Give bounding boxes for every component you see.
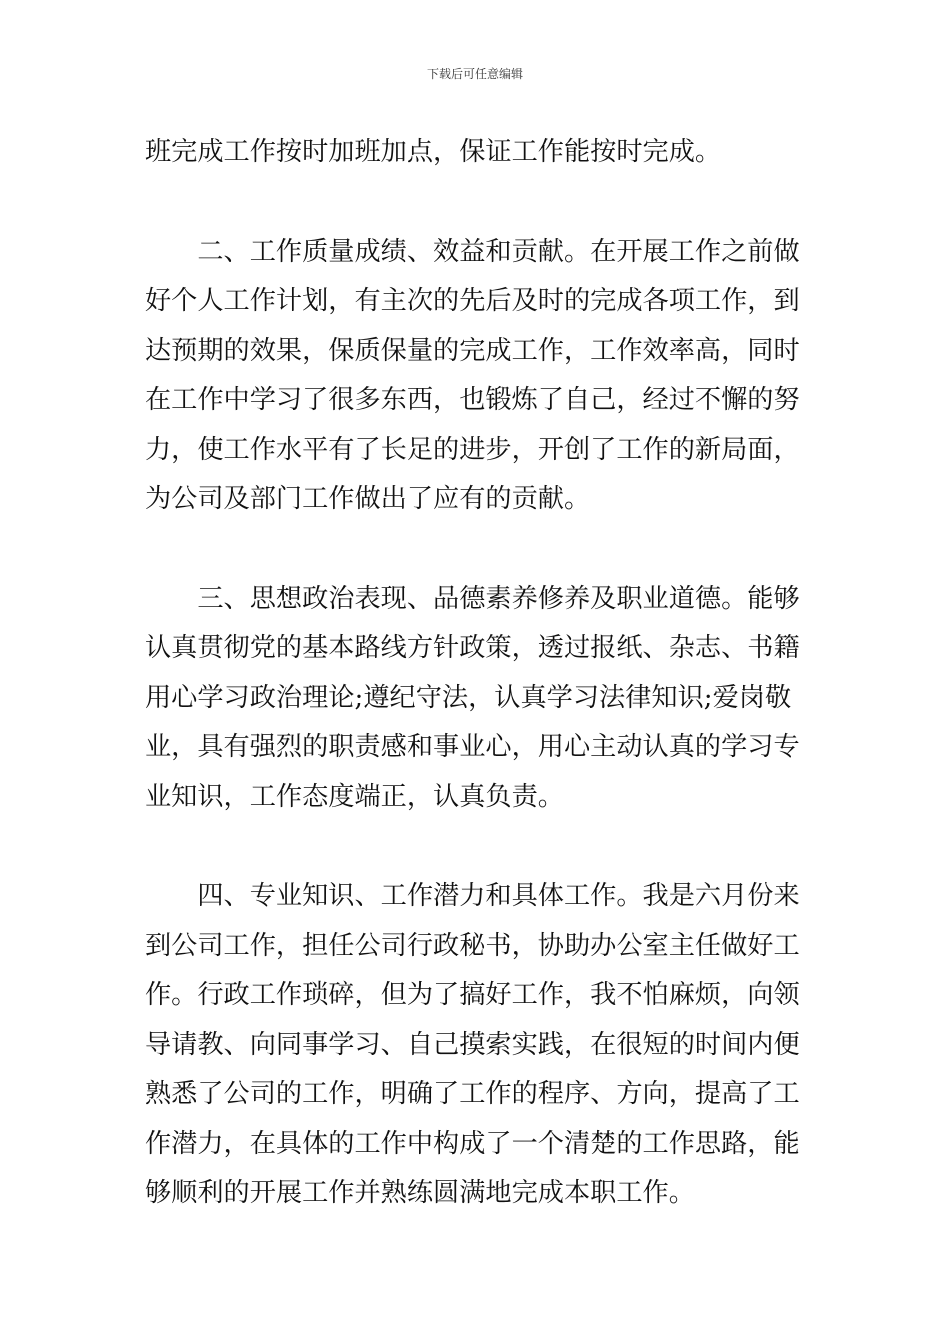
text-line: 用心学习政治理论;遵纪守法，认真学习法律知识;爱岗敬 xyxy=(145,682,792,713)
document-body xyxy=(145,128,810,1219)
text-line: 业，具有强烈的职责感和事业心，用心主动认真的学习专 xyxy=(145,732,800,762)
text-line: 好个人工作计划，有主次的先后及时的完成各项工作，到 xyxy=(145,286,800,316)
paragraph-professional-knowledge xyxy=(145,872,810,1219)
paragraph-gap xyxy=(145,525,810,575)
text-line: 业知识，工作态度端正，认真负责。 xyxy=(145,781,564,812)
text-line: 导请教、向同事学习、自己摸索实践，在很短的时间内便 xyxy=(145,1029,800,1060)
text-line: 熟悉了公司的工作，明确了工作的程序、方向，提高了工 xyxy=(145,1079,800,1109)
text-line: 作。行政工作琐碎，但为了搞好工作，我不怕麻烦，向领 xyxy=(145,980,800,1010)
text-line: 班完成工作按时加班加点，保证工作能按时完成。 xyxy=(145,137,722,167)
paragraph-continuation xyxy=(145,128,810,178)
text-line: 二、工作质量成绩、效益和贡献。在开展工作之前做 xyxy=(145,236,800,267)
text-line: 作潜力，在具体的工作中构成了一个清楚的工作思路，能 xyxy=(145,1128,800,1159)
text-line: 三、思想政治表现、品德素养修养及职业道德。能够 xyxy=(145,583,800,614)
text-line: 为公司及部门工作做出了应有的贡献。 xyxy=(145,484,591,514)
paragraph-gap xyxy=(145,822,810,872)
text-line: 够顺利的开展工作并熟练圆满地完成本职工作。 xyxy=(145,1178,695,1208)
text-line: 在工作中学习了很多东西，也锻炼了自己，经过不懈的努 xyxy=(145,385,800,415)
text-line: 达预期的效果，保质保量的完成工作，工作效率高，同时 xyxy=(145,335,800,366)
paragraph-work-quality xyxy=(145,228,810,525)
text-line: 到公司工作，担任公司行政秘书，协助办公室主任做好工 xyxy=(145,930,800,961)
paragraph-ideology-ethics xyxy=(145,575,810,823)
text-line: 四、专业知识、工作潜力和具体工作。我是六月份来 xyxy=(145,881,800,911)
text-line: 认真贯彻党的基本路线方针政策，透过报纸、杂志、书籍 xyxy=(145,633,800,663)
text-line: 力，使工作水平有了长足的进步，开创了工作的新局面， xyxy=(145,434,800,465)
page-header: 下载后可任意编辑 xyxy=(426,67,523,81)
paragraph-gap xyxy=(145,178,810,228)
